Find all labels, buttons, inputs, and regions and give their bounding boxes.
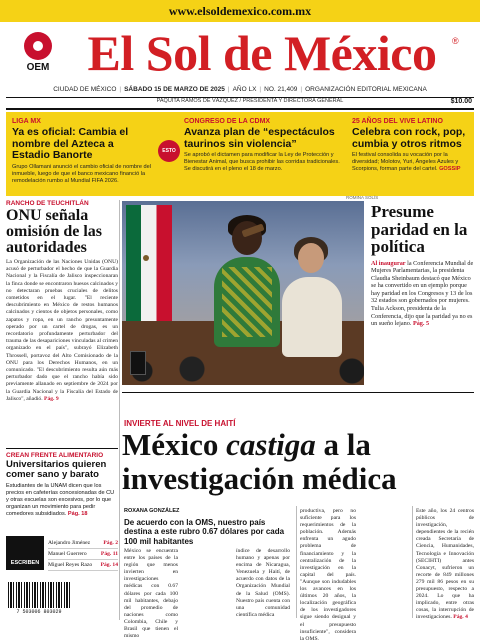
teaser-congreso[interactable] [184,118,340,173]
column-divider [412,506,413,618]
main-story-kicker: INVIERTE AL NIVEL DE HAITÍ [124,419,236,428]
divider [6,448,118,449]
barcode [8,582,70,616]
dateline-year: AÑO LX [232,86,257,93]
teaser-vive-latino[interactable] [352,118,470,173]
columnist-item[interactable]: Manuel Guerrero Pág. 11 [48,549,118,560]
teaser-strip [6,112,474,196]
main-story-column: México se encuentra entre los países de la región que menos invierten en investigaciones médicas con 0.67 dólares por cada 100 mil habitantes, debajo del promedio de naciones como Colombia, Chile y Brasil que tienen el mismo [124,548,178,640]
price: $10.00 [450,98,472,105]
escriben-box [6,536,118,576]
teaser-deck: Grupo Ollamani anunció el cambio oficial de nombre del inmueble, luego de que el banco mexicano financió la remodelación rumbo al Mundial FIFA 2026. [12,163,151,184]
page-ref: Pág. 18 [67,511,88,517]
teaser-headline: Ya es oficial: Cambia el nombre del Azteca a Estadio Banorte [12,126,129,161]
dateline-city: CIUDAD DE MÉXICO [53,86,117,93]
main-story-column: índice de desarrollo humano y apenas por encima de Nicaragua, Venezuela y Haití, de acuerdo con datos de la Organización Mundial de la Salud (OMS). Nuestro país cuenta con una comunidad científica médica [236,548,290,618]
registered-mark: ® [452,36,459,46]
story-body: Al inaugurar la Conferencia Mundial de Mujeres Parlamentarias, la presidenta Claudia Sheinbaum destacó que México se ha convertido en un ejemplo porque hay paridad en los Congresos y 13 de los 32 estados son gobernados por mujeres. Tulia Ackson, presidenta de la Conferencia, dijo que la paridad ya no es un sueño lejano. Pág. 5 [371,259,474,328]
column-divider [119,200,120,620]
barcode-number: 7 503006 803029 [16,609,62,615]
story-body: La Organización de las Naciones Unidas (ONU) acusó de perturbador el hecho de que la Guardia Nacional y la Fiscalía de Jalisco inspeccionaran la finca donde se encontraron huesos calcinados y no detectaran pruebas cruciales de delitos cometidos en el lugar. "El reciente descubrimiento en México de restos humanos calcinados y cientos de objetos personales, como zapatos y ropa, en un rancho presuntamente operado por un cartel de drogas, es un recordatorio profundamente perturbador del trauma de las desapariciones vinculadas al crimen organizado en el país", subrayó Elizabeth Throssell, portavoz del Alto Comisionado de la ONU para los Derechos Humanos, en un comunicado. "El descubrimiento resulta aún más perturbador dado que el rancho había sido previamente allanado en septiembre de 2024 por la Guardia Nacional y la Fiscalía del Estado de Jalisco", añadió. Pág. 9 [6,259,118,402]
dateline-date: SÁBADO 15 DE MARZO DE 2025 [124,86,225,93]
food-story[interactable] [6,452,118,518]
dateline-org: ORGANIZACIÓN EDITORIAL MEXICANA [305,86,427,93]
oem-logo-icon [20,32,56,76]
column-divider [296,506,297,618]
columnist-item[interactable]: Alejandro Jiménez Pág. 2 [48,538,118,549]
masthead [0,22,480,84]
director-line: PAQUITA RAMOS DE VÁZQUEZ / PRESIDENTA Y DIRECTORA GENERAL [156,98,344,104]
barcode-bars [8,582,70,608]
website-bar [0,0,480,22]
mexico-flag-icon [126,205,172,325]
teaser-kicker: 25 AÑOS DEL VIVE LATINO [352,118,443,125]
divider [122,392,474,393]
main-story-column: Este año, los 24 centros públicos de investigación, dependientes de la recién creada Secretaría de Ciencia, Humanidades, Tecnología e Innovación (SECIHTI) antes Conacyt, sufrieron un recorte de 849 millones 279 mil 86 pesos en su presupuesto, respecto a 2024. Lo que ha implicado, entre otras cosas, la interrupción de investigaciones. Pág. 4 [416,508,474,621]
teaser-headline: Avanza plan de “espectáculos taurinos sin violencia” [184,126,335,150]
page-ref: Pág. 9 [44,395,59,402]
teaser-kicker: CONGRESO DE LA CDMX [184,118,271,125]
main-headline[interactable]: México castiga a la investigación médica [122,427,397,496]
teaser-deck: Se aprobó el dictamen para modificar la Ley de Protección y Bienestar Animal, que busca prohibir las corridas tradicionales. Se discutirá en el pleno el 18 de marzo. [184,152,340,172]
escriben-list [48,538,118,571]
teaser-deck: El festival consolida su vocación por la diversidad; Molotov, Yuri, Ángeles Azules y Scorpions, forman parte del cartel. GOSSIP [352,152,461,172]
left-story[interactable] [6,200,118,403]
dateline-number: NO. 21,409 [264,86,298,93]
paridad-story[interactable] [371,203,475,328]
story-kicker: RANCHO DE TEUCHITLÁN [6,200,89,207]
page-ref: Pág. 5 [412,320,430,328]
story-body: Estudiantes de la UNAM dicen que los precios en cafeterías concesionadas de CU y otras escuelas son excesivos, por lo que organizan un movimiento para pedir comedores subsidiados. Pág. 18 [6,483,115,517]
lead-photo[interactable] [122,201,364,385]
teaser-liga-mx[interactable] [12,118,154,185]
escriben-tag: ESCRIBEN [6,536,44,570]
teaser-tag: GOSSIP [439,166,461,172]
byline: ROXANA GONZÁLEZ [124,508,180,514]
newspaper-title: El Sol de México [87,25,437,81]
esto-badge: ESTO [158,140,180,162]
main-story-column: productiva, pero no suficiente para los requerimientos de la población. Además enfrenta un agudo problema de financiamiento y la centralización de la investigación en la capital del país. "Aunque son indudables los avances en los últimos 20 años, la localización geográfica de los investigadores sigue siendo desigual y el presupuesto insuficiente", considera la OMS. [300,508,356,642]
oem-logo-text: OEM [26,62,50,73]
main-deck: De acuerdo con la OMS, nuestro país destina a este rubro 0.67 dólares por cada 100 mil habitantes [124,518,285,546]
page-ref: Pág. 4 [453,614,468,621]
story-headline: ONU señala omisión de las autoridades [6,207,103,256]
story-headline: Universitarios quieren comer sano y barato [6,459,107,480]
photo-credit: ROMINA SOLÍS [346,195,379,200]
story-kicker: CREAN FRENTE ALIMENTARIO [6,452,104,459]
teaser-headline: Celebra con rock, pop, cumbia y otros ritmos [352,126,466,150]
dateline: CIUDAD DE MÉXICO | SÁBADO 15 DE MARZO DE 2025 | AÑO LX | NO. 21,409 | ORGANIZACIÓN EDITORIAL MEXICANA [53,86,427,93]
story-headline: Presume paridad en la política [371,202,468,256]
divider [6,108,474,110]
teaser-kicker: LIGA MX [12,118,41,125]
columnist-item[interactable]: Miguel Reyes Razo Pág. 14 [48,560,118,571]
website-url[interactable]: www.elsoldemexico.com.mx [168,4,312,18]
